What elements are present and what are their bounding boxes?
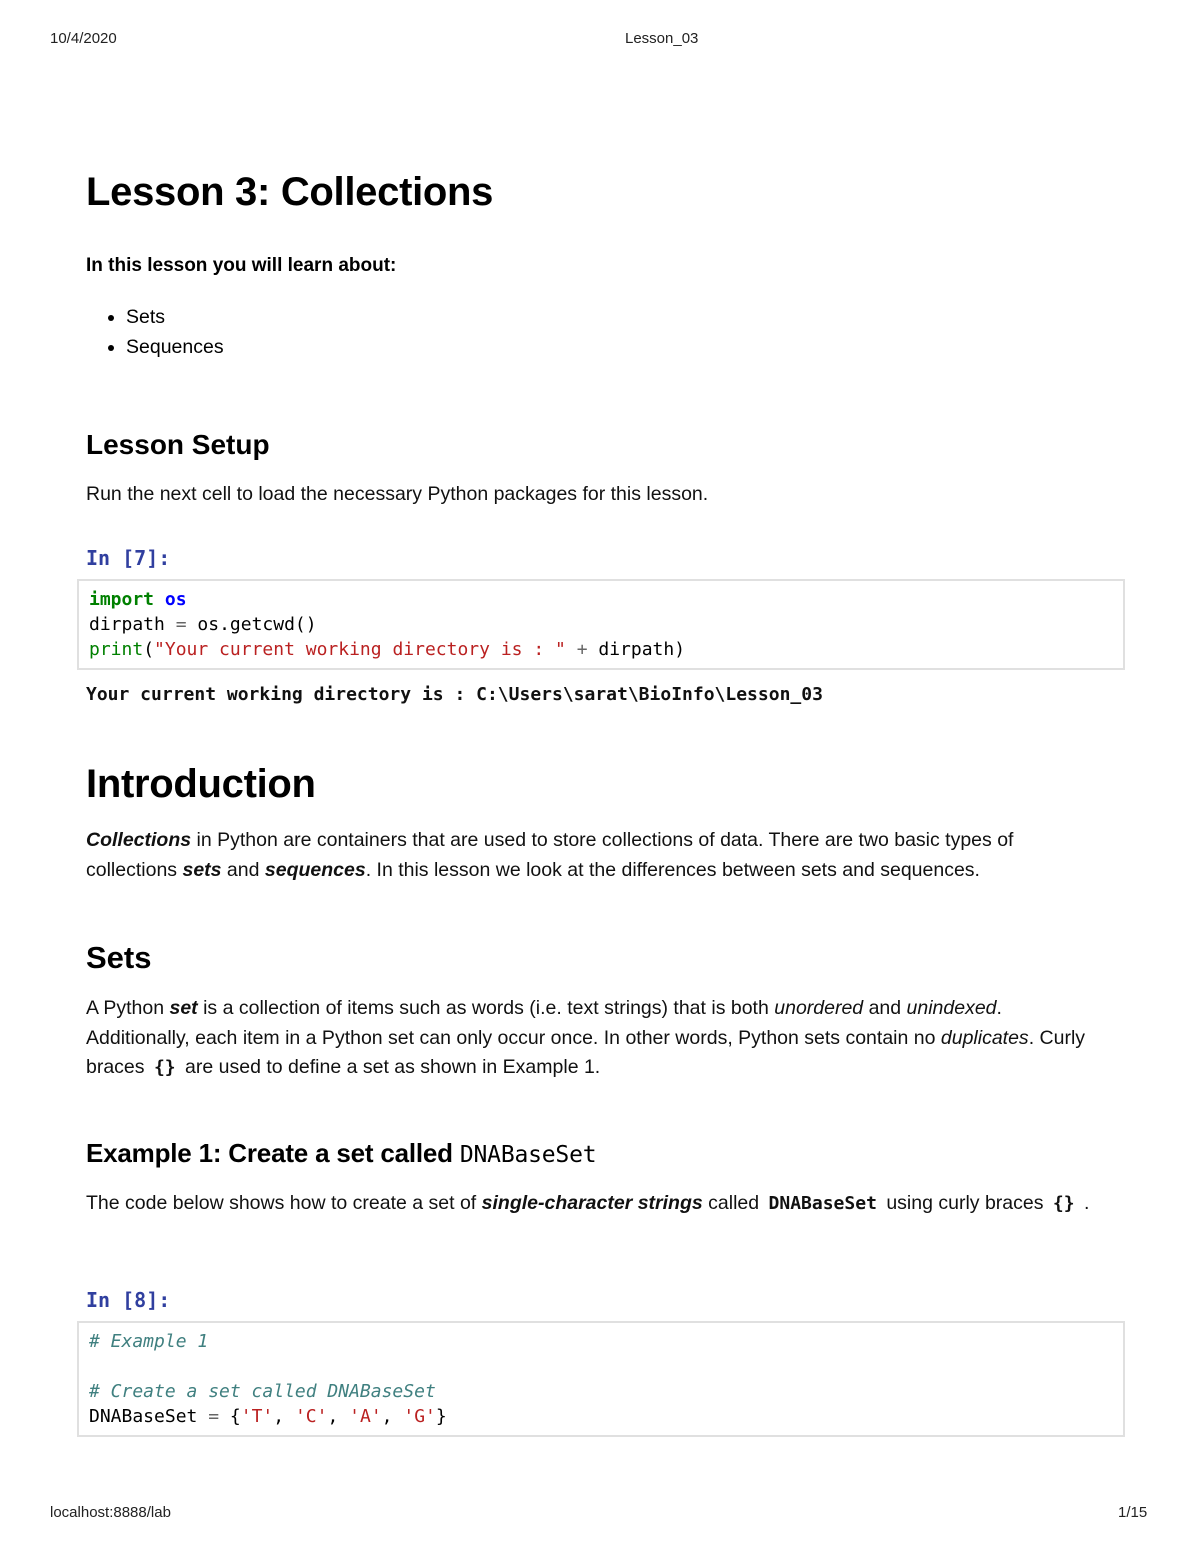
code-token: DNABaseSet bbox=[89, 1406, 198, 1427]
text-run: A Python bbox=[86, 997, 170, 1019]
code-token: { bbox=[229, 1406, 241, 1427]
operator: + bbox=[576, 639, 588, 660]
intro-label: In this lesson you will learn about: bbox=[86, 255, 397, 276]
emphasis: unindexed bbox=[906, 997, 997, 1019]
operator: = bbox=[175, 614, 187, 635]
code-token: dirpath) bbox=[598, 639, 686, 660]
term: single-character strings bbox=[481, 1192, 703, 1214]
term: sets bbox=[182, 858, 222, 881]
sets-text bbox=[86, 994, 1106, 1083]
heading-text: Example 1: Create a set called bbox=[86, 1138, 460, 1168]
term: set bbox=[169, 997, 198, 1019]
emphasis: unordered bbox=[774, 997, 864, 1019]
string-literal: 'T' bbox=[240, 1406, 274, 1427]
example1-heading bbox=[86, 1138, 596, 1169]
text-run: called bbox=[702, 1192, 765, 1214]
text-run: The code below shows how to create a set of bbox=[86, 1192, 482, 1214]
setup-text: Run the next cell to load the necessary Python packages for this lesson. bbox=[86, 483, 709, 505]
cell-output-7: Your current working directory is : C:\Users\sarat\BioInfo\Lesson_03 bbox=[86, 684, 823, 705]
keyword: import bbox=[89, 589, 155, 610]
text-run: . Curly braces bbox=[86, 1026, 1086, 1078]
inline-code: {} bbox=[153, 1057, 176, 1078]
code-blank-line bbox=[89, 1354, 1113, 1379]
text-run: are used to define a set as shown in Example 1. bbox=[179, 1056, 601, 1078]
code-token: os.getcwd() bbox=[197, 614, 317, 635]
setup-heading: Lesson Setup bbox=[86, 429, 270, 460]
code-token: , bbox=[327, 1406, 350, 1427]
introduction-text bbox=[86, 826, 1106, 885]
inline-code: {} bbox=[1052, 1193, 1075, 1214]
cell-prompt-8: In [8]: bbox=[86, 1288, 171, 1312]
code-token: , bbox=[273, 1406, 295, 1427]
text-run: is a collection of items such as words (i.e. text strings) that is both bbox=[197, 997, 775, 1019]
term: sequences bbox=[264, 858, 366, 881]
text-run: . bbox=[1078, 1192, 1090, 1214]
list-item: • Sequences bbox=[126, 332, 224, 362]
example1-text bbox=[86, 1189, 1116, 1219]
code-cell-8[interactable] bbox=[77, 1321, 1125, 1437]
list-item: • Sets bbox=[126, 302, 224, 332]
heading-code: DNABaseSet bbox=[459, 1142, 597, 1168]
code-token: , bbox=[381, 1406, 404, 1427]
string-literal: "Your current working directory is : " bbox=[154, 639, 566, 660]
text-run: using curly braces bbox=[880, 1192, 1049, 1214]
text-run: . Additionally, each item in a Python set can only occur once. In other words, Python sets contain no bbox=[86, 997, 1002, 1049]
module-name: os bbox=[164, 589, 187, 610]
term: Collections bbox=[86, 829, 192, 851]
code-line bbox=[89, 1404, 1113, 1429]
code-comment: # Example 1 bbox=[89, 1331, 209, 1352]
text-run: . In this lesson we look at the differences between sets and sequences. bbox=[365, 858, 980, 881]
code-line bbox=[89, 587, 1113, 612]
cell-prompt-7: In [7]: bbox=[86, 546, 171, 570]
code-token: dirpath bbox=[89, 614, 165, 635]
text-run: in Python are containers that are used to store collections of data. There are two basic types of collections bbox=[86, 829, 1014, 881]
string-literal: 'C' bbox=[294, 1406, 328, 1427]
builtin: print bbox=[89, 639, 144, 660]
string-literal: 'G' bbox=[403, 1406, 436, 1427]
topics-list bbox=[86, 302, 224, 362]
code-cell-7[interactable] bbox=[77, 579, 1125, 670]
print-title: Lesson_03 bbox=[625, 30, 699, 47]
lesson-title: Lesson 3: Collections bbox=[86, 170, 494, 214]
inline-code: DNABaseSet bbox=[768, 1193, 877, 1214]
string-literal: 'A' bbox=[349, 1406, 382, 1427]
introduction-heading: Introduction bbox=[86, 762, 316, 806]
page-number: 1/15 bbox=[1118, 1504, 1148, 1521]
text-run: and bbox=[863, 997, 907, 1019]
code-line bbox=[89, 612, 1113, 637]
code-line bbox=[89, 637, 1113, 662]
code-token: ( bbox=[143, 639, 155, 660]
text-run: and bbox=[221, 858, 265, 881]
code-comment: # Create a set called DNABaseSet bbox=[89, 1381, 436, 1402]
sets-heading: Sets bbox=[86, 940, 152, 975]
code-token: } bbox=[435, 1406, 447, 1427]
operator: = bbox=[208, 1406, 220, 1427]
emphasis: duplicates bbox=[940, 1026, 1029, 1049]
print-date: 10/4/2020 bbox=[50, 30, 117, 47]
print-url: localhost:8888/lab bbox=[50, 1504, 171, 1521]
